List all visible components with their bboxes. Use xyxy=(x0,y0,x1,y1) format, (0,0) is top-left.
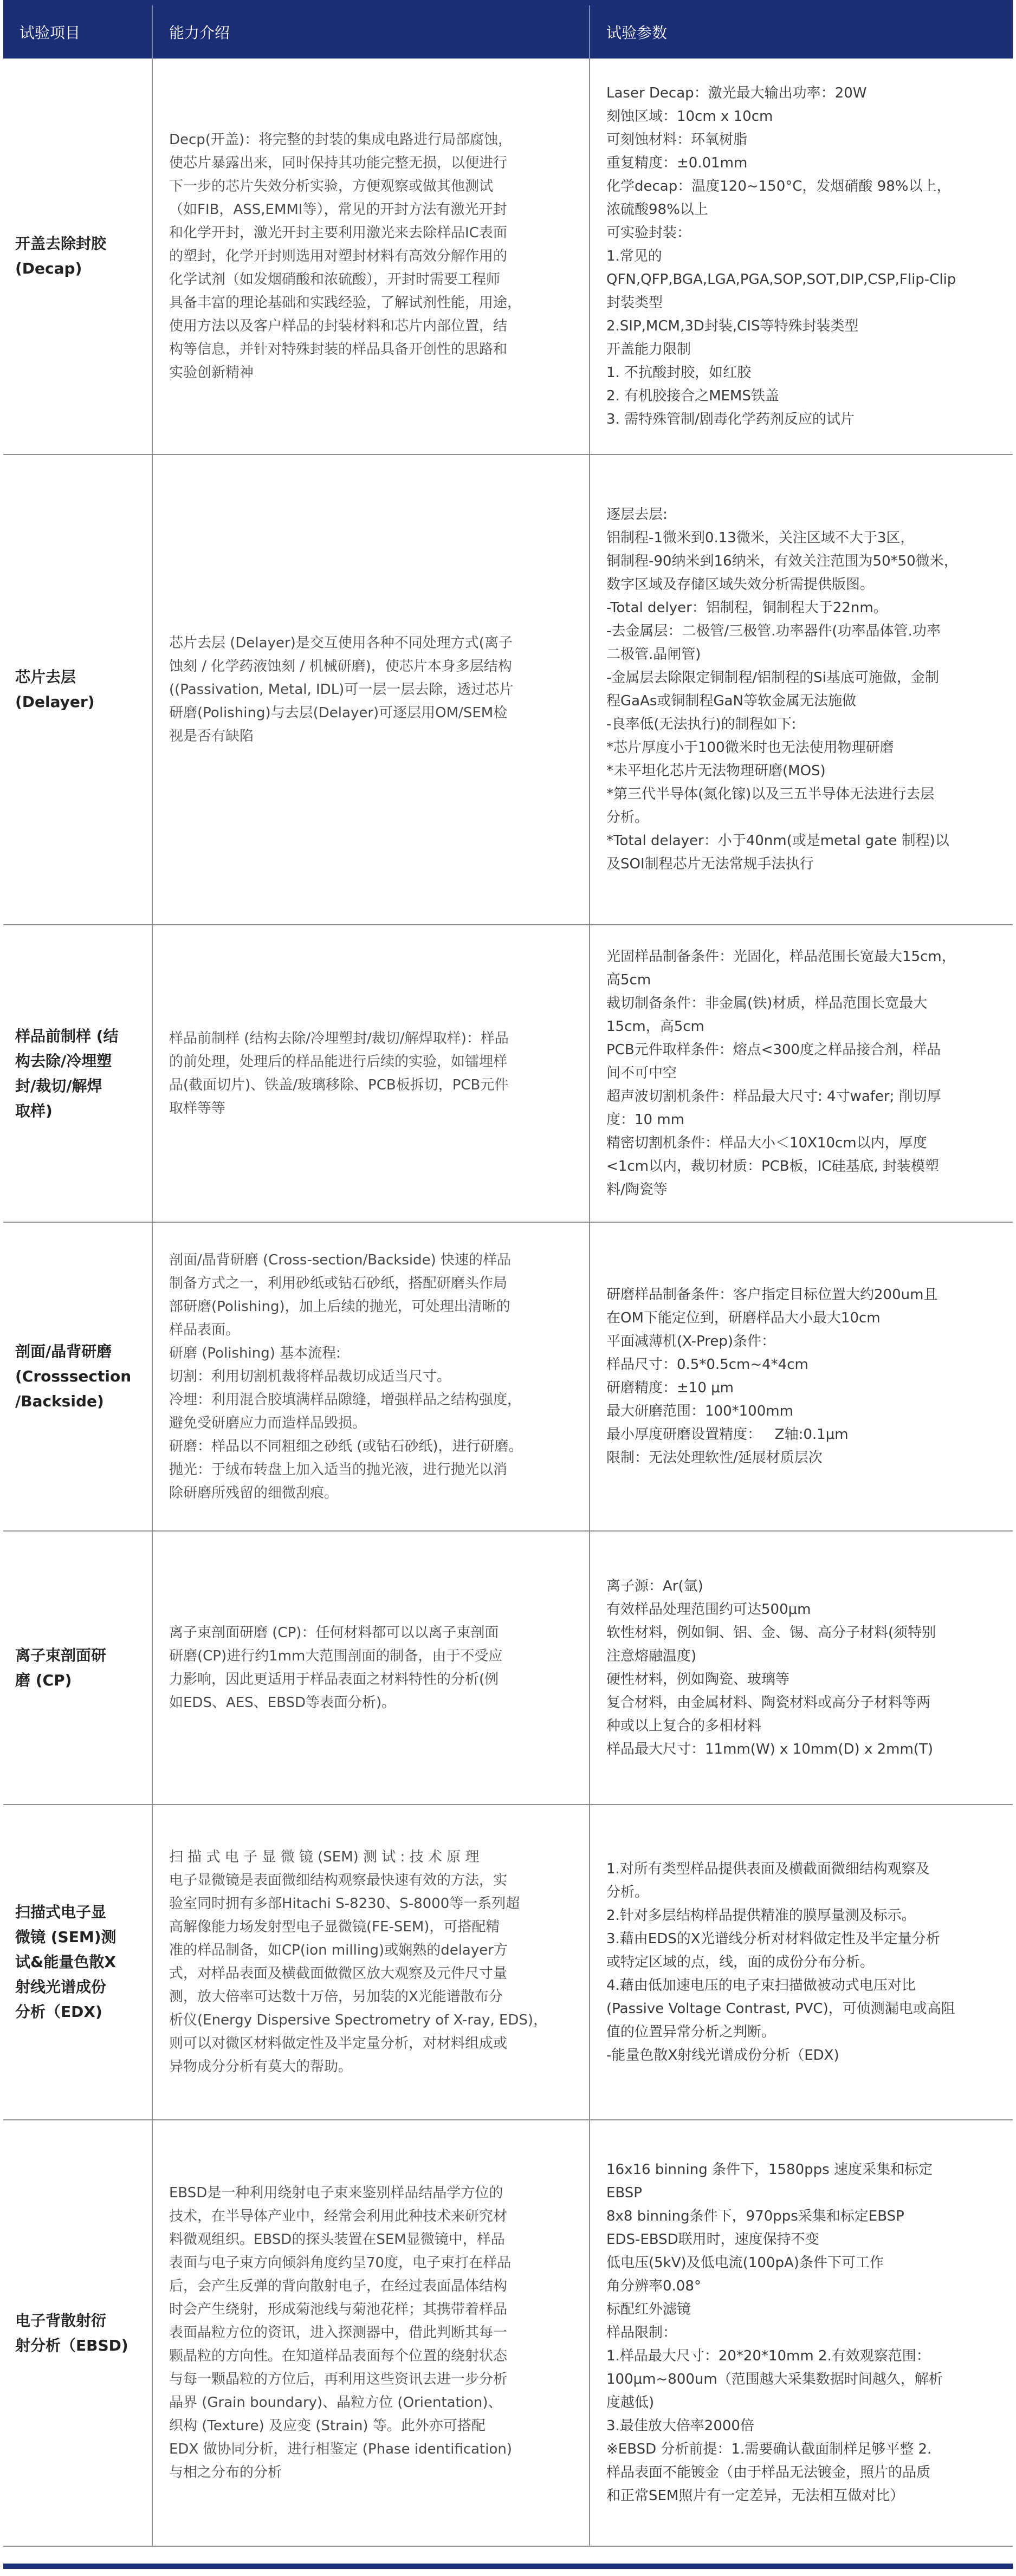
test-params-line: 开盖能力限制 xyxy=(606,341,691,358)
test-params-line: 2. 有机胶接合之MEMS铁盖 xyxy=(606,387,779,404)
test-params-line: 研磨样品制备条件：客户指定目标位置大约200um且 xyxy=(606,1287,938,1303)
test-params-line: -能量色散X射线光谱成份分析（EDX) xyxy=(606,2047,839,2064)
test-params-line: 度：10 mm xyxy=(606,1112,685,1128)
capability-intro-line: 离子束剖面研磨 (CP)：任何材料都可以以离子束剖面 xyxy=(169,1624,499,1641)
capability-intro-line: 实验创新精神 xyxy=(169,364,254,381)
test-params-line: Laser Decap：激光最大输出功率：20W xyxy=(606,85,867,101)
capability-intro-line: 异物成分分析有莫大的帮助。 xyxy=(169,2059,353,2075)
capability-intro-line: 的塑封，化学开封则选用对塑封材料有高效分解作用的 xyxy=(169,248,508,264)
test-params-line: 研磨精度：±10 μm xyxy=(606,1380,734,1396)
test-item-name-line: (Crosssection xyxy=(15,1367,132,1385)
test-params xyxy=(590,925,1013,1222)
capability-intro-line: 技术，在半导体产业中，经常会利用此种技术来研究材 xyxy=(169,2208,508,2224)
test-params-line: 可实验封装： xyxy=(606,224,691,241)
capability-intro xyxy=(152,59,590,455)
test-params-line: 重复精度：±0.01mm xyxy=(606,154,748,171)
capability-intro-line: 除研磨所残留的细微刮痕。 xyxy=(169,1484,339,1501)
test-params-line: 裁切制备条件：非金属(铁)材质，样品范围长宽最大 xyxy=(606,995,928,1011)
capability-intro-line: Decp(开盖)：将完整的封装的集成电路进行局部腐蚀， xyxy=(169,131,513,148)
capability-intro-line: 视是否有缺陷 xyxy=(169,728,254,744)
test-params-line: 超声波切割机条件：样品最大尺寸: 4寸wafer; 削切厚 xyxy=(606,1088,941,1105)
test-params-line: 2.SIP,MCM,3D封装,CIS等特殊封装类型 xyxy=(606,317,859,334)
capability-intro-line: 使用方法以及客户样品的封装材料和芯片内部位置，结 xyxy=(169,317,508,334)
header-capability-intro: 能力介绍 xyxy=(152,5,590,59)
test-params-line: 软性材料，例如铜、铝、金、锡、高分子材料(须特别 xyxy=(606,1624,936,1641)
capability-intro-line: 样品前制样 (结构去除/冷埋塑封/裁切/解焊取样)：样品 xyxy=(169,1030,509,1047)
test-params-line: 3.最佳放大倍率2000倍 xyxy=(606,2418,754,2434)
table-row xyxy=(3,1805,1013,2120)
capability-intro-line: 时会产生绕射，形成菊池线与菊池花样；其携带着样品 xyxy=(169,2301,508,2318)
test-params-line: *芯片厚度小于100微米时也无法使用物理研磨 xyxy=(606,739,894,756)
capability-intro-line: 冷埋：利用混合胶填满样品隙缝，增强样品之结构强度， xyxy=(169,1391,522,1408)
test-params-line: -良率低(无法执行)的制程如下: xyxy=(606,716,797,732)
test-item-name xyxy=(3,925,152,1222)
capability-intro-line: 研磨(Polishing)与去层(Delayer)可逐层用OM/SEM检 xyxy=(169,704,508,721)
test-item-name-line: (Decap) xyxy=(15,259,82,277)
table-row xyxy=(3,925,1013,1222)
capability-intro-line: 颗晶粒的方向性。在知道样品表面每个位置的绕射状态 xyxy=(169,2348,508,2364)
capability-intro-line: 下一步的芯片失效分析实验，方便观察或做其他测试 xyxy=(169,178,494,194)
test-item-name xyxy=(3,59,152,455)
capability-intro-line: 研磨：样品以不同粗细之砂纸 (或钻石砂纸)，进行研磨。 xyxy=(169,1438,523,1455)
test-params-line: 精密切割机条件：样品大小＜10X10cm以内，厚度 xyxy=(606,1135,927,1151)
test-params-line: 逐层去层: xyxy=(606,507,668,523)
test-params-line: 1.常见的 xyxy=(606,248,662,264)
capability-intro-line: 晶界 (Grain boundary)、晶粒方位 (Orientation)、 xyxy=(169,2395,502,2411)
test-params-line: 可刻蚀材料：环氧树脂 xyxy=(606,131,748,148)
capability-intro-line: EBSD是一种利用绕射电子束来鉴别样品结晶学方位的 xyxy=(169,2185,503,2201)
test-params-line: 100μm~800um（范围越大采集数据时间越久，解析 xyxy=(606,2371,943,2387)
test-params xyxy=(590,455,1013,925)
test-params-line: *第三代半导体(氮化镓)以及三五半导体无法进行去层 xyxy=(606,786,935,802)
test-item-name-line: 射分析（EBSD) xyxy=(15,2336,128,2354)
test-params xyxy=(590,1805,1013,2120)
test-params-line: EBSP xyxy=(606,2185,642,2201)
test-params-line: 浓硫酸98%以上 xyxy=(606,201,708,218)
test-params-line: -去金属层：二极管/三极管.功率器件(功率晶体管.功率 xyxy=(606,623,941,639)
test-params-line: 有效样品处理范围约可达500μm xyxy=(606,1601,811,1618)
test-params-line: PCB元件取样条件：熔点<300度之样品接合剂，样品 xyxy=(606,1042,941,1058)
test-params-line: 样品表面不能镀金（由于样品无法镀金，照片的品质 xyxy=(606,2464,931,2481)
test-params-line: 在OM下能定位到，研磨样品大小最大10cm xyxy=(606,1310,881,1326)
test-params-line: 高5cm xyxy=(606,972,651,988)
test-params-line: 数字区域及存储区域失效分析需提供版图。 xyxy=(606,576,875,593)
table-row xyxy=(3,59,1013,455)
capability-intro-line: 析仪(Energy Dispersive Spectrometry of X-ray, EDS)， xyxy=(169,2012,548,2028)
test-item-name xyxy=(3,1805,152,2120)
test-params-line: EDS-EBSD联用时，速度保持不变 xyxy=(606,2231,819,2248)
test-params-line: 度越低) xyxy=(606,2395,655,2411)
test-params-line: 16x16 binning 条件下，1580pps 速度采集和标定 xyxy=(606,2162,933,2178)
test-params-line: 标配红外滤镜 xyxy=(606,2301,691,2318)
test-params-line: 离子源：Ar(氩) xyxy=(606,1578,703,1594)
capability-intro-line: 织构 (Texture) 及应变 (Strain) 等。此外亦可搭配 xyxy=(169,2418,486,2434)
test-item-name-line: 样品前制样 (结 xyxy=(15,1027,119,1045)
test-params-line: QFN,QFP,BGA,LGA,PGA,SOP,SOT,DIP,CSP,Flip-Clip xyxy=(606,271,956,288)
test-params-line: 间不可中空 xyxy=(606,1065,677,1081)
test-params-line: ※EBSD 分析前提：1.需要确认截面制样足够平整 2. xyxy=(606,2441,932,2457)
test-params-line: 15cm，高5cm xyxy=(606,1018,704,1035)
test-params-line: 平面减薄机(X-Prep)条件： xyxy=(606,1333,776,1349)
test-params-line: -Total delyer：铝制程，铜制程大于22nm。 xyxy=(606,600,888,616)
capability-intro-line: 蚀刻 / 化学药液蚀刻 / 机械研磨)，使芯片本身多层结构 xyxy=(169,658,512,674)
capability-intro-line: 测，放大倍率可达数十万倍，另加装的X光能谱散布分 xyxy=(169,1989,503,2005)
capability-intro-line: 扫 描 式 电 子 显 微 镜 (SEM) 测 试 : 技 术 原 理 xyxy=(169,1849,480,1865)
test-item-name-line: 芯片去层 xyxy=(15,668,76,686)
test-params-line: 铜制程-90纳米到16纳米，有效关注范围为50*50微米， xyxy=(606,553,958,569)
capability-intro-line: 料微观组织。EBSD的探头装置在SEM显微镜中，样品 xyxy=(169,2231,505,2248)
test-item-name-line: 扫描式电子显 xyxy=(15,1903,107,1921)
test-params-line: 化学decap：温度120~150°C，发烟硝酸 98%以上， xyxy=(606,178,951,194)
test-item-name-line: /Backside) xyxy=(15,1392,104,1410)
table-row xyxy=(3,1531,1013,1805)
test-item-name-line: 取样) xyxy=(15,1101,53,1120)
header-test-params: 试验参数 xyxy=(590,5,1013,59)
capability-intro-line: 部研磨(Polishing)，加上后续的抛光，可处理出清晰的 xyxy=(169,1298,510,1315)
capability-intro-line: 表面与电子束方向倾斜角度约呈70度，电子束打在样品 xyxy=(169,2255,512,2271)
capability-intro xyxy=(152,455,590,925)
capability-intro-line: （如FIB，ASS,EMMI等），常见的开封方法有激光开封 xyxy=(169,201,507,218)
test-params-line: 1.对所有类型样品提供表面及横截面微细结构观察及 xyxy=(606,1860,930,1877)
test-params-line: 最大研磨范围：100*100mm xyxy=(606,1403,793,1419)
capability-intro xyxy=(152,1222,590,1531)
test-params-line: 或特定区域的点，线，面的成份分布分析。 xyxy=(606,1954,875,1970)
test-params-line: 角分辨率0.08° xyxy=(606,2278,701,2294)
test-item-name-line: 电子背散射衍 xyxy=(15,2311,107,2330)
test-params-line: 低电压(5kV)及低电流(100pA)条件下可工作 xyxy=(606,2255,884,2271)
test-params-line: 分析。 xyxy=(606,809,649,826)
test-params-line: 1. 不抗酸封胶，如红胶 xyxy=(606,364,752,381)
test-params-line: 样品限制： xyxy=(606,2325,677,2341)
capability-intro-line: 化学试剂（如发烟硝酸和浓硫酸），开封时需要工程师 xyxy=(169,271,501,288)
capability-intro-line: 制备方式之一，利用砂纸或钻石砂纸，搭配研磨头作局 xyxy=(169,1275,508,1292)
test-capability-table xyxy=(3,5,1013,2547)
test-params-line: -金属层去除限定铜制程/铝制程的Si基底可施做，金制 xyxy=(606,670,939,686)
capability-intro-line: 表面晶粒方位的资讯，进入探测器中，借此判断其每一 xyxy=(169,2325,508,2341)
test-params-line: 硬性材料，例如陶瓷、玻璃等 xyxy=(606,1671,790,1688)
test-params-line: 值的位置异常分析之判断。 xyxy=(606,2023,776,2040)
test-params-line: 注意熔融温度) xyxy=(606,1647,697,1664)
test-item-name xyxy=(3,1531,152,1805)
test-params-line: (Passive Voltage Contrast, PVC)，可侦测漏电或高阻 xyxy=(606,2000,955,2017)
test-params-line: 样品最大尺寸：11mm(W) x 10mm(D) x 2mm(T) xyxy=(606,1741,933,1757)
test-item-name-line: 试&能量色散X xyxy=(15,1953,117,1971)
test-params-line: 和正常SEM照片有一定差异，无法相互做对比） xyxy=(606,2488,904,2504)
test-params-line: 2.针对多层结构样品提供精准的膜厚量测及标示。 xyxy=(606,1907,916,1924)
capability-intro-line: 后，会产生反弹的背向散射电子，在经过表面晶体结构 xyxy=(169,2278,508,2294)
capability-intro-line: EDX 做协同分析，进行相鉴定 (Phase identification) xyxy=(169,2441,513,2457)
table-row xyxy=(3,2120,1013,2546)
test-params-line: *Total delayer：小于40nm(或是metal gate 制程)以 xyxy=(606,833,949,849)
capability-intro-line: 准的样品制备，如CP(ion milling)或娴熟的delayer方 xyxy=(169,1942,508,1958)
capability-intro-line: 的前处理，处理后的样品能进行后续的实验，如镭埋样 xyxy=(169,1053,508,1070)
test-params-line: 复合材料，由金属材料、陶瓷材料或高分子材料等两 xyxy=(606,1694,931,1711)
test-params-line: 光固样品制备条件：光固化，样品范围长宽最大15cm， xyxy=(606,949,956,965)
capability-intro-line: 具备丰富的理论基础和实践经验，了解试剂性能，用途， xyxy=(169,294,522,311)
capability-intro-line: 如EDS、AES、EBSD等表面分析)。 xyxy=(169,1694,396,1711)
test-item-name-line: 射线光谱成份 xyxy=(15,1978,107,1996)
capability-intro xyxy=(152,1531,590,1805)
capability-intro-line: 力影响，因此更适用于样品表面之材料特性的分析(例 xyxy=(169,1671,499,1688)
test-params-line: 种或以上复合的多相材料 xyxy=(606,1717,762,1734)
test-item-name-line: 封/裁切/解焊 xyxy=(15,1076,102,1095)
capability-intro-line: 样品表面。 xyxy=(169,1321,240,1338)
table-row xyxy=(3,1222,1013,1531)
test-params-line: *未平坦化芯片无法物理研磨(MOS) xyxy=(606,763,826,779)
table-row xyxy=(3,455,1013,925)
capability-intro-line: 研磨(CP)进行约1mm大范围剖面的制备，由于不受应 xyxy=(169,1647,503,1664)
capability-intro-line: 品(截面切片)、铁盖/玻璃移除、PCB板拆切，PCB元件 xyxy=(169,1076,509,1093)
capability-intro-line: 切割：利用切割机裁将样品裁切成适当尺寸。 xyxy=(169,1368,451,1385)
capability-intro-line: 电子显微镜是表面微细结构观察最快速有效的方法，实 xyxy=(169,1872,508,1889)
capability-intro-line: 取样等等 xyxy=(169,1100,226,1117)
capability-intro-line: 式，对样品表面及横截面做微区放大观察及元件尺寸量 xyxy=(169,1965,508,1982)
test-params-line: 限制：无法处理软性/延展材质层次 xyxy=(606,1450,823,1466)
test-item-name-line: (Delayer) xyxy=(15,693,95,711)
test-item-name xyxy=(3,2120,152,2546)
capability-sheet xyxy=(3,0,1013,2569)
capability-intro-line: 抛光：于绒布转盘上加入适当的抛光液，进行抛光以消 xyxy=(169,1461,508,1478)
test-params-line: <1cm以内，裁切材质：PCB板，IC硅基底, 封装模塑 xyxy=(606,1158,939,1175)
test-item-name-line: 磨 (CP) xyxy=(15,1671,72,1689)
header-test-item: 试验项目 xyxy=(3,5,152,59)
capability-intro-line: 与相之分布的分析 xyxy=(169,2464,282,2481)
test-params xyxy=(590,2120,1013,2546)
capability-intro xyxy=(152,2120,590,2546)
test-params xyxy=(590,1531,1013,1805)
test-params-line: 及SOI制程芯片无法常规手法执行 xyxy=(606,856,814,872)
test-params-line: 分析。 xyxy=(606,1884,649,1900)
capability-intro-line: 与每一颗晶粒的方位后，再利用这些资讯去进一步分析 xyxy=(169,2371,508,2387)
test-params-line: 料/陶瓷等 xyxy=(606,1182,668,1198)
test-params-line: 封装类型 xyxy=(606,294,663,311)
test-params-line: 样品尺寸：0.5*0.5cm~4*4cm xyxy=(606,1357,808,1373)
test-params-line: 铝制程-1微米到0.13微米，关注区域不大于3区， xyxy=(606,530,915,546)
capability-intro-line: 验室同时拥有多部Hitachi S-8230、S-8000等一系列超 xyxy=(169,1896,520,1912)
test-params xyxy=(590,59,1013,455)
test-params-line: 最小厚度研磨设置精度： Z轴:0.1μm xyxy=(606,1426,849,1443)
test-params-line: 4.藉由低加速电压的电子束扫描做被动式电压对比 xyxy=(606,1977,916,1994)
test-params-line: 3. 需特殊管制/剧毒化学药剂反应的试片 xyxy=(606,411,855,427)
capability-intro xyxy=(152,1805,590,2120)
header-row xyxy=(3,5,1013,59)
test-params xyxy=(590,1222,1013,1531)
bottom-rule xyxy=(3,2564,1013,2569)
test-item-name-line: 微镜 (SEM)测 xyxy=(15,1928,117,1946)
capability-intro-line: ((Passivation, Metal, IDL)可一层一层去除，透过芯片 xyxy=(169,681,514,698)
test-params-line: 程GaAs或铜制程GaN等软金属无法施做 xyxy=(606,693,856,709)
test-params-line: 8x8 binning条件下，970pps采集和标定EBSP xyxy=(606,2208,904,2224)
capability-intro-line: 使芯片暴露出来，同时保持其功能完整无损，以便进行 xyxy=(169,154,508,171)
test-params-line: 刻蚀区域：10cm x 10cm xyxy=(606,108,773,125)
capability-intro-line: 则可以对微区材料做定性及半定量分析，对材料组成或 xyxy=(169,2035,508,2052)
test-params-line: 二极管.晶闸管) xyxy=(606,646,701,663)
test-item-name xyxy=(3,1222,152,1531)
capability-intro-line: 高解像能力场发射型电子显微镜(FE-SEM)，可搭配精 xyxy=(169,1919,500,1935)
test-item-name-line: 剖面/晶背研磨 xyxy=(15,1342,112,1360)
capability-intro-line: 芯片去层 (Delayer)是交互使用各种不同处理方式(离子 xyxy=(169,634,513,651)
test-item-name-line: 离子束剖面研 xyxy=(15,1646,107,1664)
capability-intro-line: 和化学开封，激光开封主要利用激光来去除样品IC表面 xyxy=(169,224,507,241)
test-item-name-line: 分析（EDX) xyxy=(15,2003,102,2021)
test-params-line: 3.藉由EDS的X光谱线分析对材料做定性及半定量分析 xyxy=(606,1930,940,1947)
top-rule xyxy=(3,0,1013,5)
capability-intro xyxy=(152,925,590,1222)
capability-intro-line: 构等信息，并针对特殊封装的样品具备开创性的思路和 xyxy=(169,341,508,358)
test-item-name-line: 开盖去除封胶 xyxy=(15,235,107,252)
test-params-line: 1.样品最大尺寸：20*20*10mm 2.有效观察范围： xyxy=(606,2348,930,2364)
test-item-name xyxy=(3,455,152,925)
capability-intro-line: 剖面/晶背研磨 (Cross-section/Backside) 快速的样品 xyxy=(169,1251,512,1268)
capability-intro-line: 研磨 (Polishing) 基本流程: xyxy=(169,1345,341,1361)
test-item-name-line: 构去除/冷埋塑 xyxy=(15,1052,112,1070)
capability-intro-line: 避免受研磨应力而造样品毁损。 xyxy=(169,1414,367,1431)
